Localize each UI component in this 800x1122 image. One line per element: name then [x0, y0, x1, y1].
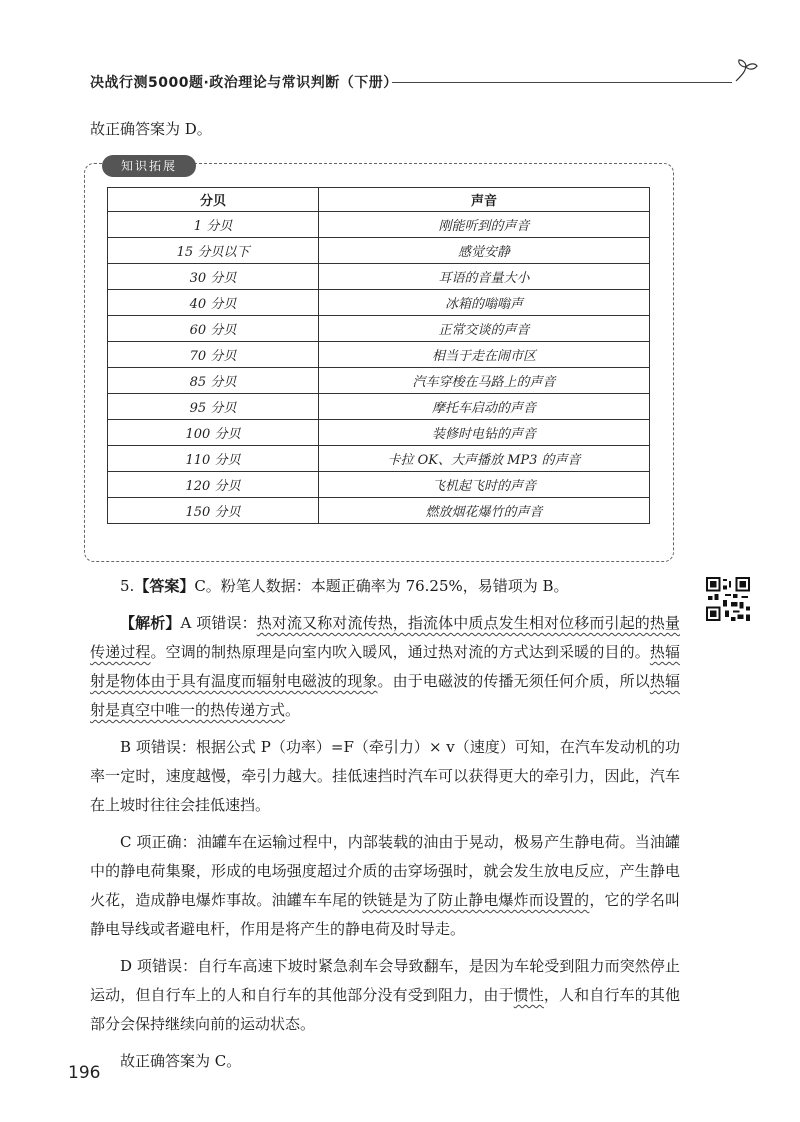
- decibel-cell: 1 分贝: [108, 212, 319, 238]
- table-row: [108, 342, 650, 368]
- sound-cell: 燃放烟花爆竹的声音: [319, 498, 650, 524]
- table-header-row: [108, 188, 650, 212]
- table-row: [108, 394, 650, 420]
- decibel-cell: 110 分贝: [108, 446, 319, 472]
- sound-cell: 汽车穿梭在马路上的声音: [319, 368, 650, 394]
- sound-cell: 飞机起飞时的声音: [319, 472, 650, 498]
- sound-cell: 刚能听到的声音: [319, 212, 650, 238]
- option-a-text: 。: [285, 701, 301, 719]
- knowledge-box-label: 知识拓展: [102, 155, 196, 177]
- decibel-cell: 150 分贝: [108, 498, 319, 524]
- table-row: [108, 290, 650, 316]
- decibel-cell: 30 分贝: [108, 264, 319, 290]
- conclusion: 故正确答案为 C。: [120, 1052, 242, 1070]
- option-c-text: C 项正确：油罐车在运输过程中，内部装载的油由于晃动，极易产生静电荷。当油罐中的静电荷集聚，形成的电场强度超过介质的击穿场强时，就会发生放电反应，产生静电火花，造成静电爆炸事故。油罐车车尾的: [90, 833, 680, 909]
- decibel-cell: 100 分贝: [108, 420, 319, 446]
- option-c-text: ，它的学名叫静电导线或者避电杆，作用是将产生的静电荷及时导走。: [90, 891, 680, 938]
- answer-text: C。粉笔人数据：本题正确率为 76.25%，易错项为 B。: [194, 577, 569, 595]
- sound-cell: 相当于走在闹市区: [319, 342, 650, 368]
- sound-cell: 正常交谈的声音: [319, 316, 650, 342]
- decibel-cell: 70 分贝: [108, 342, 319, 368]
- answer-tag: 【答案】: [134, 577, 195, 595]
- decibel-cell: 15 分贝以下: [108, 238, 319, 264]
- leaf-icon: [732, 57, 760, 85]
- table-row: [108, 238, 650, 264]
- option-d-text: ，人和自行车的其他部分会保持继续向前的运动状态。: [90, 986, 680, 1033]
- option-d-text: D 项错误：自行车高速下坡时紧急刹车会导致翻车，是因为车轮受到阻力而突然停止运动，但自行车上的人和自行车的其他部分没有受到阻力，由于: [90, 957, 680, 1004]
- answer-line: [90, 572, 680, 601]
- key-point: 铁链是为了防止静电爆炸而设置的: [362, 891, 590, 909]
- column-header-sound: 声音: [319, 188, 650, 212]
- sound-cell: 摩托车启动的声音: [319, 394, 650, 420]
- question-5-explanation: [90, 572, 680, 1084]
- option-a-intro: A 项错误：: [180, 614, 257, 632]
- decibel-table: [107, 187, 650, 524]
- option-a-analysis: [90, 609, 680, 725]
- running-header: 决战行测5000题·政治理论与常识判断（下册）: [90, 75, 398, 91]
- option-a-text: 。空调的制热原理是向室内吹入暖风，通过热对流的方式达到采暖的目的。: [150, 643, 650, 661]
- table-row: [108, 420, 650, 446]
- decibel-cell: 85 分贝: [108, 368, 319, 394]
- table-row: [108, 212, 650, 238]
- qr-code-icon[interactable]: [706, 577, 750, 621]
- option-b-analysis: B 项错误：根据公式 P（功率）=F（牵引力）× v（速度）可知，在汽车发动机的功率一定时，速度越慢，牵引力越大。挂低速挡时汽车可以获得更大的牵引力，因此，汽车在上坡时往往会挂低速挡。: [90, 738, 680, 814]
- key-point: 热辐射是真空中唯一的热传递方式: [90, 672, 680, 719]
- decibel-cell: 40 分贝: [108, 290, 319, 316]
- table-row: [108, 498, 650, 524]
- column-header-decibel: 分贝: [108, 188, 319, 212]
- table-row: [108, 264, 650, 290]
- table-row: [108, 446, 650, 472]
- page-number: 196: [68, 1063, 101, 1083]
- question-number: 5.: [120, 577, 135, 595]
- option-d-analysis: [90, 952, 680, 1039]
- sound-cell: 感觉安静: [319, 238, 650, 264]
- key-point: 热对流又称对流传热，指流体中质点发生相对位移而引起的热量传递过程: [90, 614, 680, 661]
- header-rule: [392, 82, 732, 83]
- table-row: [108, 368, 650, 394]
- sound-cell: 耳语的音量大小: [319, 264, 650, 290]
- previous-conclusion: 故正确答案为 D。: [90, 120, 212, 138]
- key-point: 热辐射是物体由于具有温度而辐射电磁波的现象: [90, 643, 680, 690]
- key-point: 惯性: [513, 986, 544, 1004]
- option-c-analysis: [90, 828, 680, 944]
- decibel-cell: 95 分贝: [108, 394, 319, 420]
- sound-cell: 冰箱的嗡嗡声: [319, 290, 650, 316]
- decibel-cell: 60 分贝: [108, 316, 319, 342]
- table-row: [108, 472, 650, 498]
- decibel-cell: 120 分贝: [108, 472, 319, 498]
- table-row: [108, 316, 650, 342]
- analysis-tag: 【解析】: [120, 614, 181, 632]
- sound-cell: 卡拉 OK、大声播放 MP3 的声音: [319, 446, 650, 472]
- sound-cell: 装修时电钻的声音: [319, 420, 650, 446]
- option-a-text: 。由于电磁波的传播无须任何介质，所以: [377, 672, 650, 690]
